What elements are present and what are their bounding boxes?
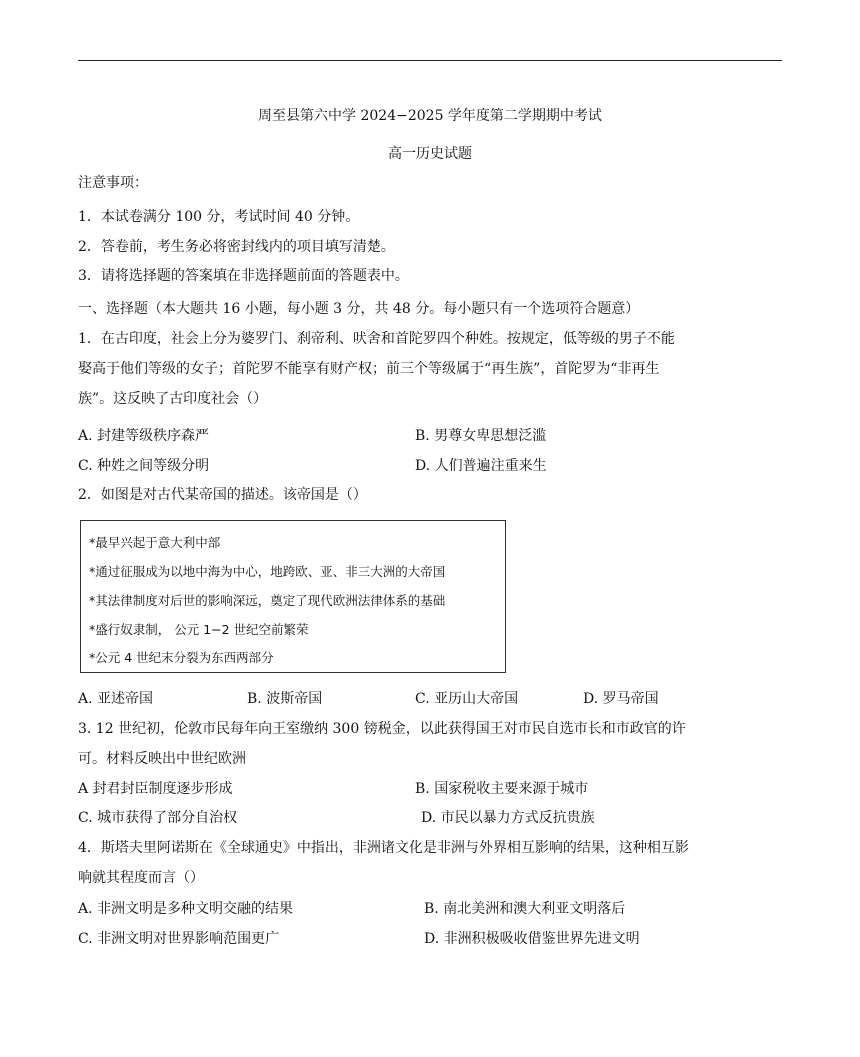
q3-option-a: A 封君封臣制度逐步形成 <box>78 781 233 797</box>
q1-stem-line: 族”。这反映了古印度社会（） <box>78 391 268 407</box>
exam-subtitle: 高一历史试题 <box>388 146 472 162</box>
q2-box-line: *盛行奴隶制， 公元 1−2 世纪空前繁荣 <box>89 622 309 637</box>
q3-option-c: C. 城市获得了部分自治权 <box>78 810 238 826</box>
q1-option-b: B. 男尊女卑思想泛滥 <box>415 428 547 444</box>
q1-stem-line: 娶高于他们等级的女子；首陀罗不能享有财产权；前三个等级属于“再生族”，首陀罗为“非再生 <box>78 361 660 377</box>
q2-description-box <box>80 520 506 673</box>
notice-item: 3．请将选择题的答案填在非选择题前面的答题表中。 <box>78 268 409 284</box>
q2-box-line: *最早兴起于意大利中部 <box>89 535 221 550</box>
q3-stem-line: 3. 12 世纪初，伦敦市民每年向王室缴纳 300 镑税金，以此获得国王对市民自选市长和市政官的许 <box>78 721 686 737</box>
q2-stem: 2．如图是对古代某帝国的描述。该帝国是（） <box>78 487 367 503</box>
exam-title: 周至县第六中学 2024−2025 学年度第二学期期中考试 <box>258 108 602 124</box>
notice-item: 1．本试卷满分 100 分，考试时间 40 分钟。 <box>78 209 360 225</box>
q1-option-d: D. 人们普遍注重来生 <box>415 458 547 474</box>
q4-stem-line: 响就其程度而言（） <box>78 870 204 886</box>
q2-box-line: *通过征服成为以地中海为中心，地跨欧、亚、非三大洲的大帝国 <box>89 564 446 579</box>
notice-heading: 注意事项： <box>78 175 148 191</box>
q3-stem-line: 可。材料反映出中世纪欧洲 <box>78 751 246 767</box>
section-heading: 一、选择题（本大题共 16 小题，每小题 3 分，共 48 分。每小题只有一个选项符合题意） <box>78 301 640 317</box>
q4-option-c: C. 非洲文明对世界影响范围更广 <box>78 931 280 947</box>
q4-option-a: A. 非洲文明是多种文明交融的结果 <box>78 901 294 917</box>
q2-box-line: *其法律制度对后世的影响深远，奠定了现代欧洲法律体系的基础 <box>89 593 446 608</box>
q2-option-c: C. 亚历山大帝国 <box>415 691 519 707</box>
q3-option-b: B. 国家税收主要来源于城市 <box>415 781 589 797</box>
q1-option-a: A. 封建等级秩序森严 <box>78 428 210 444</box>
q2-option-d: D. 罗马帝国 <box>583 691 659 707</box>
q4-option-b: B. 南北美洲和澳大利亚文明落后 <box>424 901 626 917</box>
top-rule <box>78 60 782 61</box>
q1-stem-line: 1．在古印度，社会上分为婆罗门、刹帝利、吠舍和首陀罗四个种姓。按规定，低等级的男子不能 <box>78 331 675 347</box>
q3-option-d: D. 市民以暴力方式反抗贵族 <box>421 810 595 826</box>
q1-option-c: C. 种姓之间等级分明 <box>78 458 210 474</box>
notice-item: 2．答卷前，考生务必将密封线内的项目填写清楚。 <box>78 239 395 255</box>
q4-stem-line: 4．斯塔夫里阿诺斯在《全球通史》中指出，非洲诸文化是非洲与外界相互影响的结果，这种相互影 <box>78 840 689 856</box>
q2-option-a: A. 亚述帝国 <box>78 691 154 707</box>
q2-option-b: B. 波斯帝国 <box>247 691 323 707</box>
q2-box-line: *公元 4 世纪末分裂为东西两部分 <box>89 650 274 665</box>
q4-option-d: D. 非洲积极吸收借鉴世界先进文明 <box>424 931 640 947</box>
